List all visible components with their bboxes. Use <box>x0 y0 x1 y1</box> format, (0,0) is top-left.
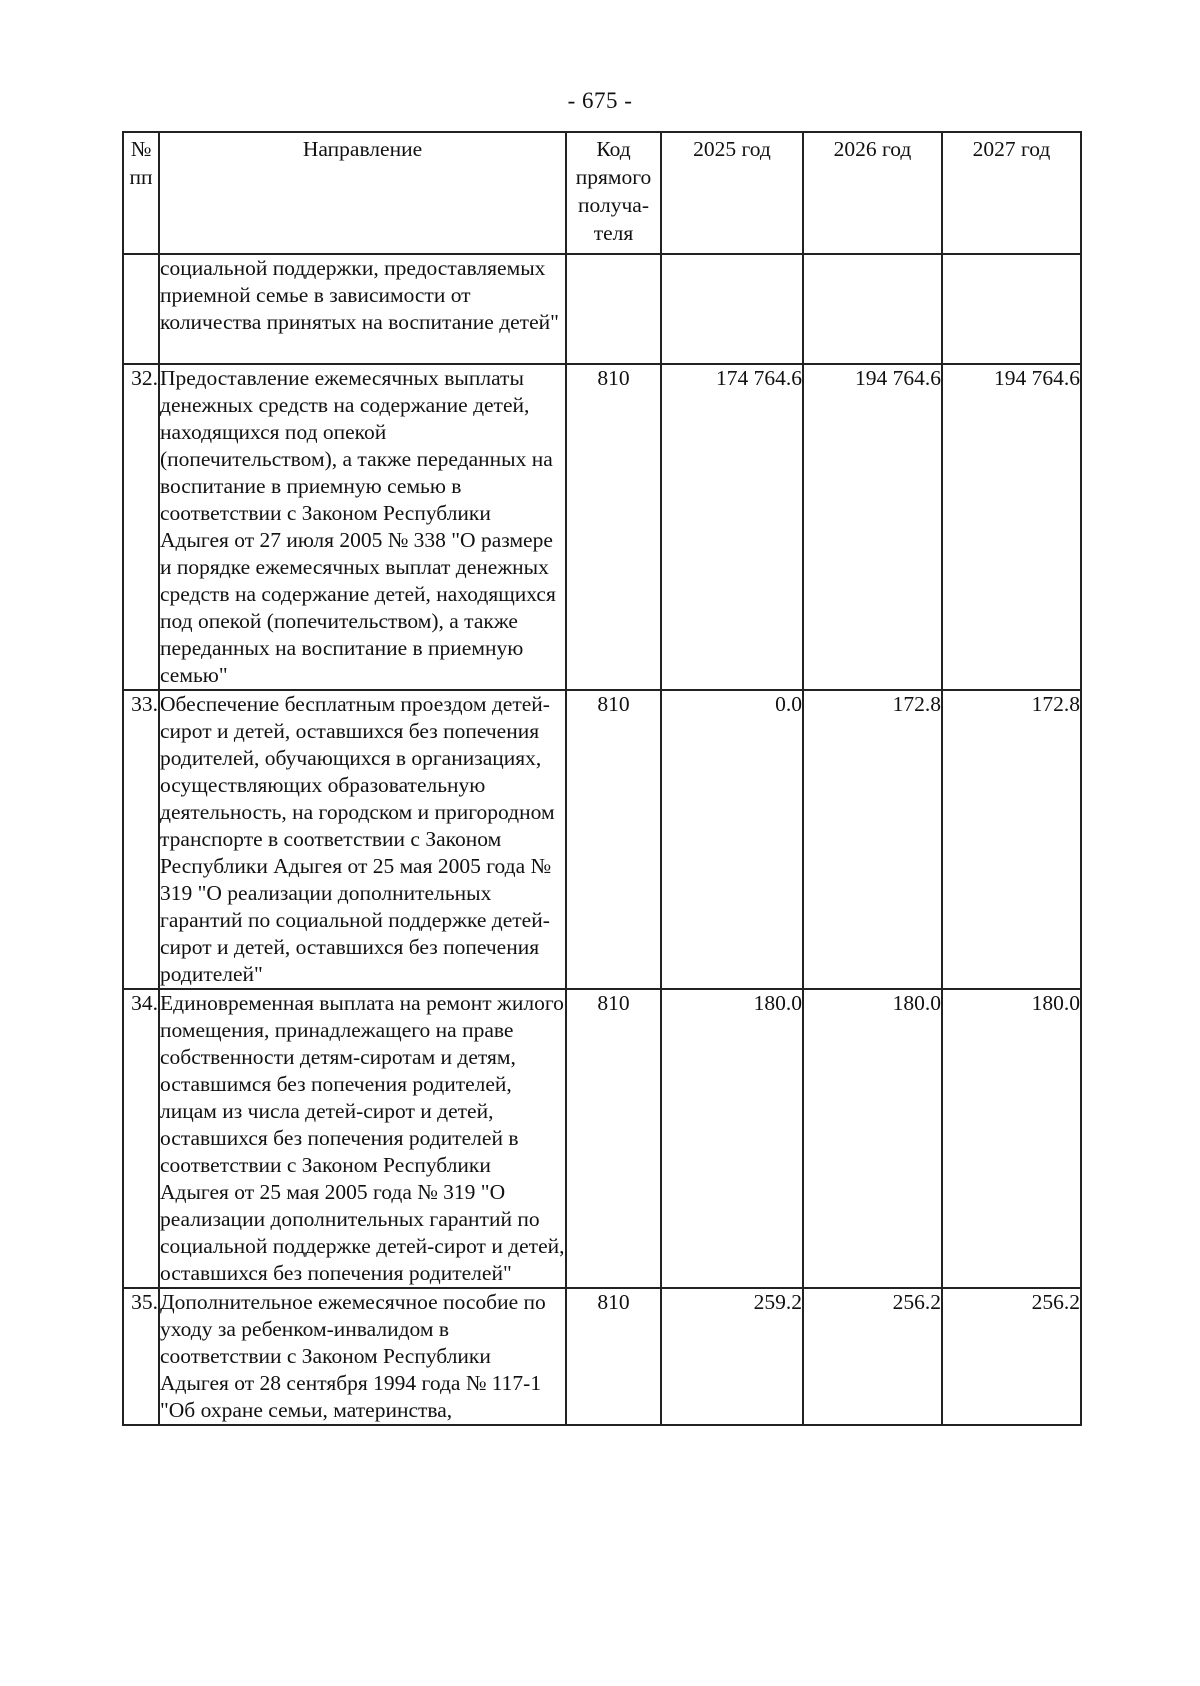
cell-num: 32. <box>123 364 159 690</box>
cell-2025: 0.0 <box>661 690 803 989</box>
header-2026: 2026 год <box>803 132 942 254</box>
cell-2026: 180.0 <box>803 989 942 1288</box>
cell-code <box>566 254 661 364</box>
budget-table <box>122 131 1082 1426</box>
table-row <box>123 989 1081 1288</box>
cell-2027: 172.8 <box>942 690 1081 989</box>
cell-2025 <box>661 254 803 364</box>
cell-2027: 194 764.6 <box>942 364 1081 690</box>
cell-2027 <box>942 254 1081 364</box>
cell-num: 35. <box>123 1288 159 1425</box>
page-number: - 675 - <box>567 88 633 113</box>
cell-code: 810 <box>566 1288 661 1425</box>
cell-2026: 194 764.6 <box>803 364 942 690</box>
table-header-row <box>123 132 1081 254</box>
cell-2026 <box>803 254 942 364</box>
cell-num: 33. <box>123 690 159 989</box>
table-row <box>123 690 1081 989</box>
cell-direction: Предоставление ежемесячных выплаты денежных средств на содержание детей, находящихся под опекой (попечительством), а также переданных на воспитание в приемную семью в соответствии с Законом Республики Адыгея от 27 июля 2005 № 338 "О размере и порядке ежемесячных выплат денежных средств на содержание детей, находящихся под опекой (попечительством), а также переданных на воспитание в приемную семью" <box>159 364 566 690</box>
table-row <box>123 1288 1081 1425</box>
cell-direction: Дополнительное ежемесячное пособие по уходу за ребенком-инвалидом в соответствии с Законом Республики Адыгея от 28 сентября 1994 года № 117-1 "Об охране семьи, материнства, <box>159 1288 566 1425</box>
cell-direction: Обеспечение бесплатным проездом детей-сирот и детей, оставшихся без попечения родителей, обучающихся в организациях, осуществляющих образовательную деятельность, на городском и пригородном транспорте в соответствии с Законом Республики Адыгея от 25 мая 2005 года № 319 "О реализации дополнительных гарантий по социальной поддержке детей-сирот и детей, оставшихся без попечения родителей" <box>159 690 566 989</box>
header-code: Код прямого получа-теля <box>566 132 661 254</box>
cell-code: 810 <box>566 989 661 1288</box>
cell-num: 34. <box>123 989 159 1288</box>
table-row <box>123 364 1081 690</box>
cell-code: 810 <box>566 690 661 989</box>
cell-num <box>123 254 159 364</box>
header-direction: Направление <box>159 132 566 254</box>
cell-2026: 172.8 <box>803 690 942 989</box>
cell-2025: 259.2 <box>661 1288 803 1425</box>
cell-direction: социальной поддержки, предоставляемых приемной семье в зависимости от количества принятых на воспитание детей" <box>159 254 566 364</box>
table-row-continuation <box>123 254 1081 364</box>
cell-2025: 174 764.6 <box>661 364 803 690</box>
cell-2026: 256.2 <box>803 1288 942 1425</box>
header-2025: 2025 год <box>661 132 803 254</box>
cell-code: 810 <box>566 364 661 690</box>
header-2027: 2027 год <box>942 132 1081 254</box>
cell-2027: 180.0 <box>942 989 1081 1288</box>
cell-2025: 180.0 <box>661 989 803 1288</box>
header-num: № пп <box>123 132 159 254</box>
cell-direction: Единовременная выплата на ремонт жилого помещения, принадлежащего на праве собственности детям-сиротам и детям, оставшимся без попечения родителей, лицам из числа детей-сирот и детей, оставшихся без попечения родителей в соответствии с Законом Республики Адыгея от 25 мая 2005 года № 319 "О реализации дополнительных гарантий по социальной поддержке детей-сирот и детей, оставшихся без попечения родителей" <box>159 989 566 1288</box>
cell-2027: 256.2 <box>942 1288 1081 1425</box>
